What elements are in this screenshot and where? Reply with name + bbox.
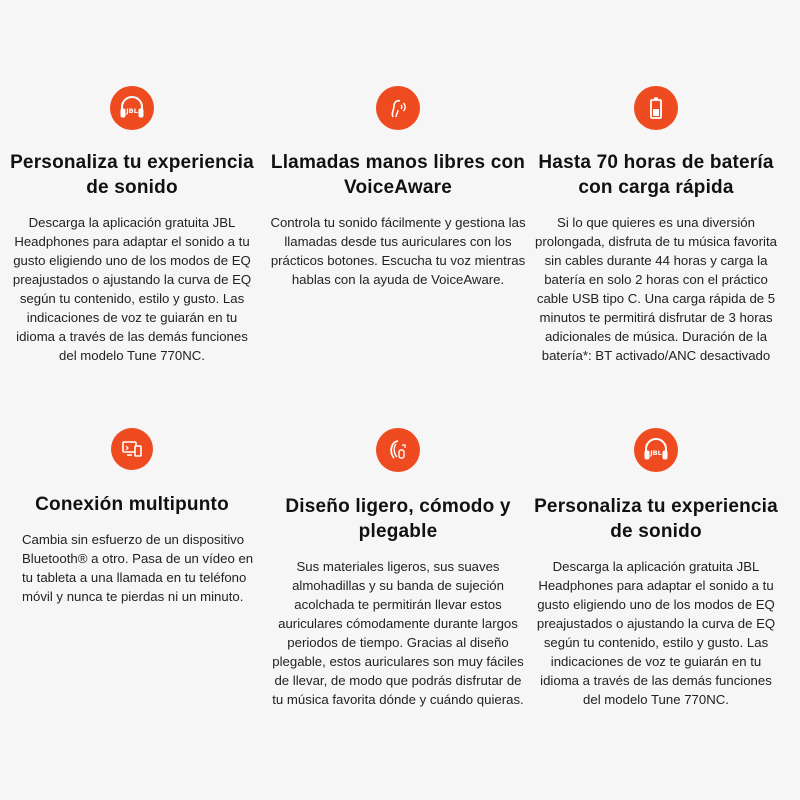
feature-title: Conexión multipunto bbox=[35, 494, 229, 515]
feature-title: Llamadas manos libres con VoiceAware bbox=[270, 152, 526, 198]
feature-title: Personaliza tu experiencia de sonido bbox=[10, 152, 254, 198]
svg-text:JBL: JBL bbox=[650, 449, 662, 457]
feature-card-personalize-sound bbox=[4, 86, 260, 365]
feature-title: Hasta 70 horas de batería con carga rápida bbox=[538, 152, 774, 198]
feature-description: Cambia sin esfuerzo de un dispositivo Bluetooth® a otro. Pasa de un vídeo en tu tableta a una llamada en tu teléfono móvil y nunca te pierdas ni un minuto. bbox=[22, 532, 254, 604]
feature-card-personalize-sound-2 bbox=[528, 428, 784, 709]
feature-description: Controla tu sonido fácilmente y gestiona las llamadas desde tus auriculares con los prácticos botones. Escucha tu voz mientras hablas con la ayuda de VoiceAware. bbox=[270, 215, 526, 287]
multipoint-devices-icon bbox=[111, 428, 153, 470]
foldable-design-icon bbox=[376, 428, 420, 472]
feature-card-multipoint bbox=[4, 428, 260, 606]
feature-title: Personaliza tu experiencia de sonido bbox=[534, 496, 778, 542]
feature-description: Descarga la aplicación gratuita JBL Headphones para adaptar el sonido a tu gusto eligiendo uno de los modos de EQ preajustados o ajustando la curva de EQ según tu contenido, estilo y gusto. Las indicaciones de voz te guiarán en tu idioma a través de las demás funciones del modelo Tune 770NC. bbox=[12, 215, 252, 363]
voiceaware-icon bbox=[376, 86, 420, 130]
feature-card-battery bbox=[528, 86, 784, 365]
feature-description: Si lo que quieres es una diversión prolongada, disfruta de tu música favorita sin cables durante 44 horas y carga la batería en solo 2 horas con el práctico cable USB tipo C. Una carga rápida de 5 minutos te permitirá disfrutar de 3 horas adicionales de música. Duración de la batería*: BT activado/ANC desactivado bbox=[535, 215, 777, 363]
feature-title: Diseño ligero, cómodo y plegable bbox=[285, 496, 511, 542]
feature-card-voiceaware bbox=[270, 86, 526, 289]
feature-description: Descarga la aplicación gratuita JBL Headphones para adaptar el sonido a tu gusto eligiendo uno de los modos de EQ preajustados o ajustando la curva de EQ según tu contenido, estilo y gusto. Las indicaciones de voz te guiarán en tu idioma a través de las demás funciones del modelo Tune 770NC. bbox=[536, 559, 776, 707]
jbl-headphones-icon bbox=[110, 86, 154, 130]
battery-icon bbox=[634, 86, 678, 130]
svg-text:JBL: JBL bbox=[126, 107, 138, 115]
jbl-headphones-icon bbox=[634, 428, 678, 472]
feature-card-foldable-design bbox=[270, 428, 526, 709]
feature-description: Sus materiales ligeros, sus suaves almohadillas y su banda de sujeción acolchada te permitirán llevar estos auriculares cómodamente durante largos periodos de tiempo. Gracias al diseño plegable, estos auriculares son muy fáciles de llevar, de modo que podrás disfrutar de tu música favorita dónde y cuándo quieras. bbox=[272, 559, 524, 707]
